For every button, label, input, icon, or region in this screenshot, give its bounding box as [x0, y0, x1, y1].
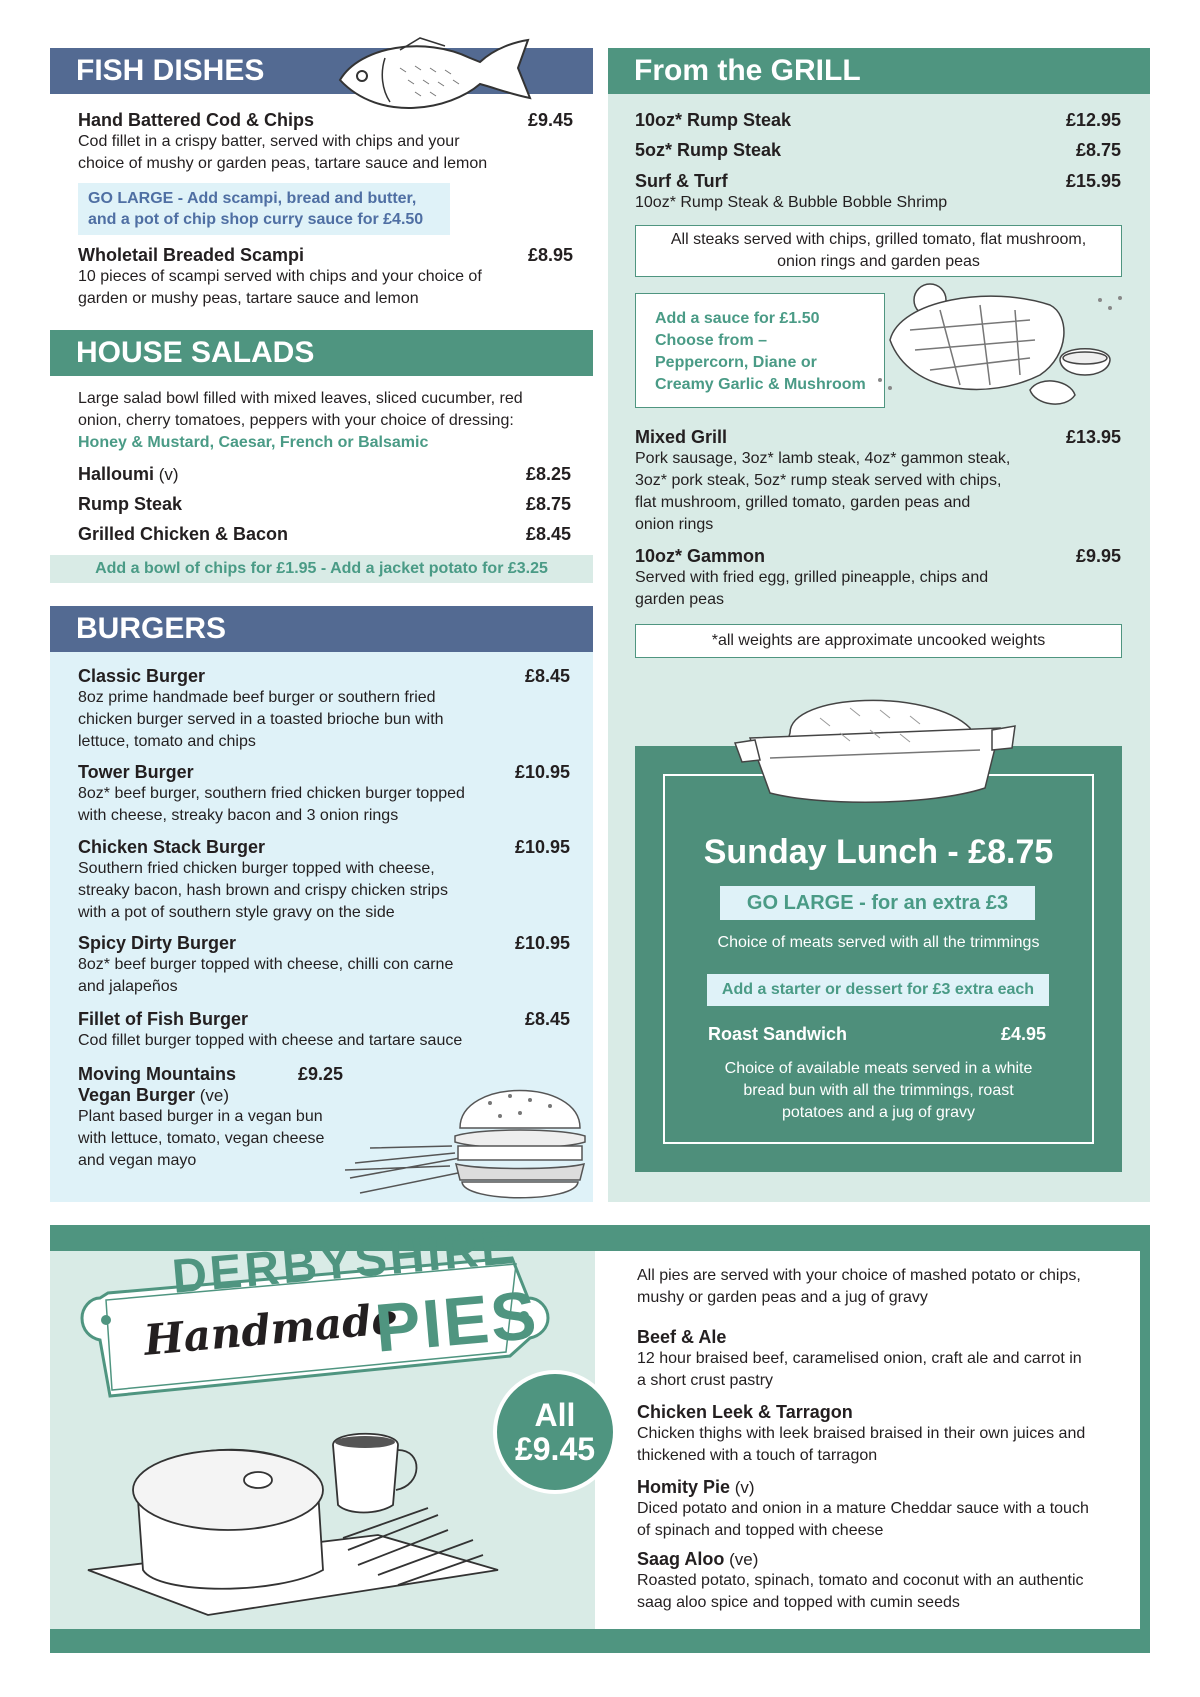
- menu-item: [78, 933, 568, 998]
- grill-item: [635, 110, 1121, 131]
- burger-illustration: [340, 1058, 610, 1208]
- item-desc-line: Southern fried chicken burger topped with cheese,: [78, 860, 435, 877]
- grill-title: From the GRILL: [634, 54, 861, 87]
- item-tag: (v): [154, 465, 179, 484]
- sunday-starter: [707, 974, 1049, 1006]
- item-desc-line: flat mushroom, grilled tomato, garden peas and: [635, 494, 971, 511]
- item-tag: (v): [730, 1478, 755, 1497]
- item-desc-line: a short crust pastry: [637, 1372, 774, 1389]
- item-desc-line: with cheese, streaky bacon and 3 onion rings: [78, 807, 399, 824]
- starter-text: Add a starter or dessert for £3 extra each: [721, 981, 1035, 998]
- item-desc-line: onion rings: [635, 516, 714, 533]
- item-name: Chicken Stack Burger: [78, 837, 266, 857]
- go-large-text: GO LARGE - for an extra £3: [746, 891, 1009, 914]
- item-name: 10oz* Gammon: [635, 546, 766, 566]
- item-desc-line: Served with fried egg, grilled pineapple, chips and: [635, 569, 989, 586]
- desc-line: bread bun with all the trimmings, roast: [743, 1082, 1014, 1099]
- menu-item: [78, 666, 568, 753]
- pie-item: [637, 1549, 1137, 1614]
- item-desc-line: 10 pieces of scampi served with chips and your choice of: [78, 268, 482, 285]
- grill-header: [608, 48, 1150, 94]
- grill-item: [635, 171, 1121, 214]
- item-desc-line: streaky bacon, hash brown and crispy chicken strips: [78, 882, 448, 899]
- item-price: £8.25: [525, 464, 571, 484]
- item-desc-line: chicken burger served in a toasted brioche bun with: [78, 711, 444, 728]
- roast-chicken-illustration: [730, 688, 1020, 813]
- roast-sandwich-desc: [635, 1058, 1122, 1124]
- menu-item: [78, 762, 568, 827]
- sauce-line: Peppercorn, Diane or: [655, 354, 817, 371]
- salad-item: [78, 494, 571, 515]
- item-desc-line: garden peas: [635, 591, 724, 608]
- item-desc-line: Plant based burger in a vegan bun: [78, 1108, 323, 1125]
- pies-banner-derbyshire: DERBYSHIRE: [170, 1220, 519, 1304]
- salads-addon: Add a bowl of chips for £1.95 - Add a jacket potato for £3.25: [95, 560, 548, 577]
- item-name: Moving Mountains: [78, 1064, 236, 1084]
- menu-item: [78, 245, 573, 310]
- item-price: £8.45: [524, 666, 570, 686]
- item-desc-line: 8oz prime handmade beef burger or southern fried: [78, 689, 436, 706]
- item-name: Mixed Grill: [635, 427, 728, 447]
- item-name: Rump Steak: [78, 494, 183, 514]
- menu-item: [78, 837, 568, 924]
- item-desc-line: of spinach and topped with cheese: [637, 1522, 884, 1539]
- menu-item: [78, 1009, 568, 1052]
- badge-price: £9.45: [514, 1431, 596, 1467]
- item-name: Classic Burger: [78, 666, 206, 686]
- intro-line: onion, cherry tomatoes, peppers with your choice of dressing:: [78, 412, 514, 429]
- grill-item: [635, 546, 1121, 611]
- item-desc-line: 12 hour braised beef, caramelised onion, craft ale and carrot in: [637, 1350, 1082, 1367]
- item-desc-line: Cod fillet in a crispy batter, served with chips and your: [78, 133, 460, 150]
- burgers-title: BURGERS: [76, 612, 227, 645]
- item-price: £12.95: [1065, 110, 1121, 130]
- item-desc-line: thickened with a touch of tarragon: [637, 1447, 878, 1464]
- item-desc-line: with a pot of southern style gravy on the side: [78, 904, 395, 921]
- grill-item: [635, 140, 1121, 161]
- item-desc-line: lettuce, tomato and chips: [78, 733, 256, 750]
- intro-line: All pies are served with your choice of mashed potato or chips,: [637, 1267, 1081, 1284]
- pies-banner-pies: PIES: [372, 1276, 542, 1367]
- pie-illustration: [78, 1420, 508, 1620]
- item-name-line2: Vegan Burger: [78, 1085, 196, 1105]
- item-price: £9.45: [527, 110, 573, 130]
- item-desc-line: saag aloo spice and topped with cumin seeds: [637, 1594, 960, 1611]
- item-price: £10.95: [514, 762, 570, 782]
- item-name: Homity Pie: [637, 1477, 731, 1497]
- item-desc-line: Diced potato and onion in a mature Cheddar sauce with a touch: [637, 1500, 1089, 1517]
- intro-line: Large salad bowl filled with mixed leaves, sliced cucumber, red: [78, 390, 523, 407]
- item-desc-line: and vegan mayo: [78, 1152, 197, 1169]
- item-desc-line: and jalapeños: [78, 978, 178, 995]
- go-large-box: [78, 183, 450, 235]
- sauce-line: Creamy Garlic & Mushroom: [655, 376, 866, 393]
- item-desc-line: with lettuce, tomato, vegan cheese: [78, 1130, 325, 1147]
- item-desc-line: garden or mushy peas, tartare sauce and lemon: [78, 290, 419, 307]
- item-name: Halloumi: [78, 464, 155, 484]
- note-line: onion rings and garden peas: [777, 253, 980, 270]
- salads-intro: [78, 388, 578, 454]
- roast-sandwich-name: Roast Sandwich: [708, 1024, 848, 1044]
- item-desc-line: Chicken thighs with leek braised braised in their own juices and: [637, 1425, 1086, 1442]
- pies-price-badge: [493, 1370, 617, 1494]
- item-name: Chicken Leek & Tarragon: [637, 1402, 853, 1422]
- item-desc-line: 3oz* pork steak, 5oz* rump steak served with chips,: [635, 472, 1002, 489]
- go-large-line: and a pot of chip shop curry sauce for £4.50: [88, 211, 424, 228]
- salads-addon-bar: [50, 555, 593, 583]
- item-tag: (ve): [195, 1086, 230, 1105]
- house-salads-header: [50, 330, 593, 376]
- house-salads-title: HOUSE SALADS: [76, 336, 315, 369]
- weights-note: *all weights are approximate uncooked weights: [711, 632, 1046, 649]
- fish-dishes-title: FISH DISHES: [76, 54, 265, 87]
- item-price: £8.95: [527, 245, 573, 265]
- desc-line: potatoes and a jug of gravy: [781, 1104, 976, 1121]
- menu-item-vegan: [78, 1064, 348, 1172]
- item-price: £15.95: [1065, 171, 1121, 191]
- item-price: £10.95: [514, 837, 570, 857]
- sauce-line: Add a sauce for £1.50: [655, 310, 820, 327]
- item-price: £10.95: [514, 933, 570, 953]
- pie-item: [637, 1477, 1137, 1542]
- item-name: 5oz* Rump Steak: [635, 140, 782, 160]
- item-name: Fillet of Fish Burger: [78, 1009, 249, 1029]
- item-name: 10oz* Rump Steak: [635, 110, 792, 130]
- item-tag: (ve): [724, 1550, 759, 1569]
- item-name: Hand Battered Cod & Chips: [78, 110, 315, 130]
- item-desc-line: Roasted potato, spinach, tomato and coconut with an authentic: [637, 1572, 1084, 1589]
- badge-all: All: [534, 1397, 576, 1433]
- desc-line: Choice of available meats served in a white: [724, 1060, 1033, 1077]
- weights-note-box: [635, 624, 1122, 658]
- item-price: £8.75: [1075, 140, 1121, 160]
- item-name: Beef & Ale: [637, 1327, 727, 1347]
- item-desc-line: 8oz* beef burger, southern fried chicken burger topped: [78, 785, 465, 802]
- item-price: £9.95: [1075, 546, 1121, 566]
- item-name: Spicy Dirty Burger: [78, 933, 237, 953]
- sauce-line: Choose from –: [655, 332, 768, 349]
- item-desc-line: choice of mushy or garden peas, tartare sauce and lemon: [78, 155, 488, 172]
- item-name: Surf & Turf: [635, 171, 728, 191]
- sunday-choice: Choice of meats served with all the trimmings: [717, 934, 1040, 951]
- sunday-go-large: [720, 886, 1035, 920]
- item-name: Grilled Chicken & Bacon: [78, 524, 289, 544]
- item-name: Tower Burger: [78, 762, 194, 782]
- item-price: £9.25: [297, 1064, 343, 1084]
- pie-item: [637, 1327, 1137, 1392]
- menu-item: [78, 110, 573, 175]
- salad-item: [78, 464, 571, 485]
- item-price: £8.45: [525, 524, 571, 544]
- intro-line: mushy or garden peas and a jug of gravy: [637, 1289, 928, 1306]
- item-name: Saag Aloo: [637, 1549, 725, 1569]
- pies-intro: [637, 1265, 1137, 1309]
- item-desc-line: Pork sausage, 3oz* lamb steak, 4oz* gammon steak,: [635, 450, 1011, 467]
- steaks-note-box: [635, 225, 1122, 277]
- go-large-line: GO LARGE - Add scampi, bread and butter,: [88, 190, 417, 207]
- item-price: £13.95: [1065, 427, 1121, 447]
- item-name: Wholetail Breaded Scampi: [78, 245, 305, 265]
- pies-banner-handmade: Handmade: [142, 1293, 400, 1365]
- grill-item: [635, 427, 1121, 536]
- sunday-title: Sunday Lunch - £8.75: [703, 833, 1054, 871]
- note-line: All steaks served with chips, grilled tomato, flat mushroom,: [670, 231, 1087, 248]
- steak-illustration: [870, 280, 1140, 420]
- burgers-header: [50, 606, 593, 652]
- dressings: Honey & Mustard, Caesar, French or Balsamic: [78, 434, 429, 451]
- item-price: £8.45: [524, 1009, 570, 1029]
- item-price: £8.75: [525, 494, 571, 514]
- item-desc-line: 8oz* beef burger topped with cheese, chilli con carne: [78, 956, 454, 973]
- sauce-box: [635, 293, 885, 408]
- roast-sandwich-price: £4.95: [1001, 1024, 1047, 1044]
- salad-item: [78, 524, 571, 545]
- item-desc-line: Cod fillet burger topped with cheese and tartare sauce: [78, 1032, 463, 1049]
- item-desc-line: 10oz* Rump Steak & Bubble Bobble Shrimp: [635, 194, 948, 211]
- pie-item: [637, 1402, 1137, 1467]
